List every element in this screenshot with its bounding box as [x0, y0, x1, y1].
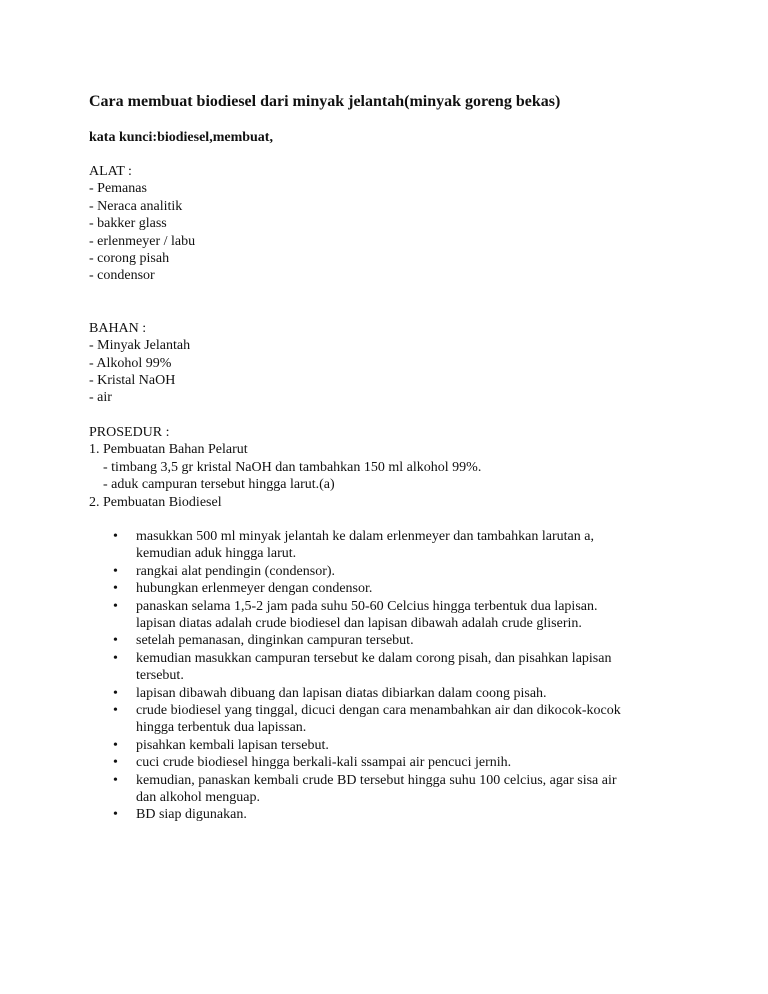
alat-item: - condensor	[89, 268, 155, 284]
step2-item-line: hubungkan erlenmeyer dengan condensor.	[136, 581, 373, 597]
bullet-icon: •	[113, 633, 118, 649]
step2-item	[89, 598, 696, 633]
step2-item	[89, 685, 696, 702]
step1-item: - aduk campuran tersebut hingga larut.(a)	[103, 477, 335, 493]
document-body	[89, 92, 689, 824]
alat-item: - erlenmeyer / labu	[89, 233, 196, 249]
step2-item	[89, 737, 696, 754]
document-title: Cara membuat biodiesel dari minyak jelantah(minyak goreng bekas)	[89, 93, 561, 110]
bullet-icon: •	[113, 685, 118, 701]
step2-item-line: pisahkan kembali lapisan tersebut.	[136, 737, 329, 753]
bullet-icon: •	[113, 581, 118, 597]
step2-item	[89, 632, 696, 649]
step2-item-line: kemudian aduk hingga larut.	[136, 546, 297, 562]
bahan-item: - Minyak Jelantah	[89, 338, 191, 354]
step2-item	[89, 754, 696, 771]
step2-item-line: masukkan 500 ml minyak jelantah ke dalam erlenmeyer dan tambahkan larutan a,	[136, 528, 594, 544]
bullet-icon: •	[113, 807, 118, 823]
step2-item	[89, 580, 696, 597]
step2-item	[89, 563, 696, 580]
step2-bullet-list	[89, 528, 689, 824]
step1-title: 1. Pembuatan Bahan Pelarut	[89, 442, 248, 458]
step2-item	[89, 702, 696, 737]
bahan-section	[89, 320, 689, 407]
prosedur-heading: PROSEDUR :	[89, 424, 170, 440]
alat-item: - corong pisah	[89, 251, 170, 267]
bullet-icon: •	[113, 755, 118, 771]
step2-item-line: lapisan diatas adalah crude biodiesel dan lapisan dibawah adalah crude gliserin.	[136, 615, 582, 631]
bahan-heading: BAHAN :	[89, 320, 147, 336]
bullet-icon: •	[113, 650, 118, 666]
alat-section	[89, 163, 689, 285]
step2-item-line: lapisan dibawah dibuang dan lapisan diatas dibiarkan dalam coong pisah.	[136, 685, 547, 701]
step1-item: - timbang 3,5 gr kristal NaOH dan tambahkan 150 ml alkohol 99%.	[103, 459, 482, 475]
keywords-line: kata kunci:biodiesel,membuat,	[89, 130, 273, 145]
alat-item: - Pemanas	[89, 181, 147, 197]
bahan-item: - Alkohol 99%	[89, 355, 172, 371]
step2-item-line: dan alkohol menguap.	[136, 790, 261, 805]
bullet-icon: •	[113, 737, 118, 753]
step2-item-line: panaskan selama 1,5-2 jam pada suhu 50-60 Celcius hingga terbentuk dua lapisan.	[136, 598, 598, 614]
step2-item-line: cuci crude biodiesel hingga berkali-kali ssampai air pencuci jernih.	[136, 755, 512, 771]
bullet-icon: •	[113, 598, 118, 614]
step2-item	[89, 806, 696, 823]
step2-item-line: setelah pemanasan, dinginkan campuran tersebut.	[136, 633, 414, 649]
bullet-icon: •	[113, 528, 118, 544]
alat-item: - Neraca analitik	[89, 198, 183, 214]
step2-item	[89, 650, 696, 685]
bullet-icon: •	[113, 702, 118, 718]
alat-item: - bakker glass	[89, 216, 167, 232]
step2-title: 2. Pembuatan Biodiesel	[89, 494, 222, 510]
step2-item	[89, 528, 696, 563]
step2-item-line: kemudian, panaskan kembali crude BD tersebut hingga suhu 100 celcius, agar sisa air	[136, 772, 617, 788]
bahan-item: - Kristal NaOH	[89, 373, 176, 389]
step2-item-line: tersebut.	[136, 668, 184, 684]
prosedur-section	[89, 424, 689, 824]
bullet-icon: •	[113, 563, 118, 579]
step2-item-line: crude biodiesel yang tinggal, dicuci dengan cara menambahkan air dan dikocok-kocok	[136, 702, 621, 718]
step2-item-line: BD siap digunakan.	[136, 807, 247, 823]
step2-item	[89, 772, 696, 807]
bullet-icon: •	[113, 772, 118, 788]
step2-item-line: hingga terbentuk dua lapissan.	[136, 720, 307, 736]
step2-item-line: rangkai alat pendingin (condensor).	[136, 563, 336, 579]
bahan-item: - air	[89, 390, 112, 406]
step2-item-line: kemudian masukkan campuran tersebut ke dalam corong pisah, dan pisahkan lapisan	[136, 650, 612, 666]
alat-heading: ALAT :	[89, 164, 132, 179]
